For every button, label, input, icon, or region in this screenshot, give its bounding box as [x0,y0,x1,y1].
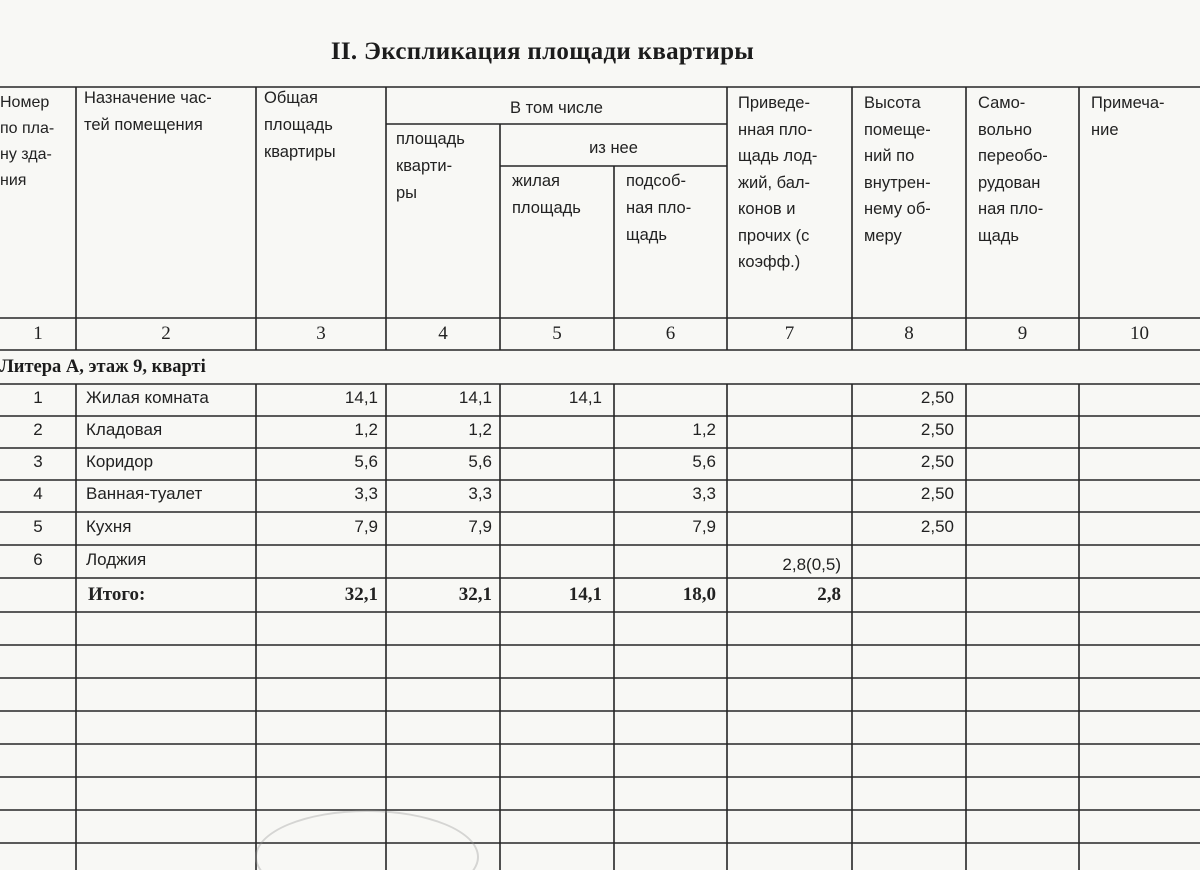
column-number: 10 [1130,323,1149,344]
room-name: Лоджия [86,550,147,569]
column-number: 7 [784,323,795,344]
room-name: Кухня [86,517,132,536]
loggia-area-value [727,513,841,545]
room-name: Жилая комната [86,388,209,407]
auxiliary-area-value: 7,9 [692,517,716,536]
header-plan-number: Номер по пла- ну зда- ния [0,94,55,189]
apartment-area-value [386,546,492,578]
apartment-area-value: 7,9 [468,517,492,536]
row-number: 6 [33,550,43,569]
loggia-area-value [727,384,841,416]
document-title: II. Экспликация площади квартиры [330,38,755,65]
total-area-value: 7,9 [354,517,378,536]
auxiliary-area-value [614,384,716,416]
auxiliary-area-value: 5,6 [692,452,716,471]
apartment-area-value: 1,2 [468,420,492,439]
column-number: 8 [904,323,914,344]
column-number: 1 [33,323,43,344]
living-area-value [500,480,602,512]
room-name: Коридор [86,452,154,471]
living-area-value [500,513,602,545]
column-number: 5 [552,323,562,344]
living-area-value [500,416,602,448]
header-auxiliary-area: подсоб- ная пло- щадь [626,172,692,244]
header-note: Примеча- ние [1091,94,1165,139]
height-value [852,546,954,578]
height-value: 2,50 [920,517,954,536]
total-area-value [256,546,378,578]
loggia-area-value [727,416,841,448]
room-name: Кладовая [86,420,163,439]
total-area-value: 1,2 [354,420,378,439]
loggia-area-value [727,480,841,512]
row-number: 5 [33,517,43,536]
column-number: 3 [316,323,326,344]
totals-loggia-area: 2,8 [817,584,841,605]
height-value: 2,50 [920,484,954,503]
row-number: 1 [33,388,43,407]
column-number: 9 [1017,323,1028,344]
header-apartment-area: площадь кварти- ры [396,130,465,202]
auxiliary-area-value: 3,3 [692,484,716,503]
total-area-value: 5,6 [354,452,378,471]
totals-total-area: 32,1 [344,584,378,605]
totals-label: Итого: [88,584,146,605]
column-number: 2 [161,323,171,344]
living-area-value [500,448,602,480]
height-value: 2,50 [920,388,954,407]
header-unauthorized-area: Само- вольно переобо- рудован ная пло- щадь [978,94,1048,245]
height-value: 2,50 [920,452,954,471]
apartment-area-value: 5,6 [468,452,492,471]
row-number: 2 [33,420,43,439]
total-area-value: 14,1 [344,388,378,407]
header-including: В том числе [510,99,603,117]
living-area-value: 14,1 [568,388,602,407]
section-label: Литера А, этаж 9, кварті [0,357,206,377]
apartment-area-value: 14,1 [458,388,492,407]
header-total-area: Общая площадь квартиры [264,89,336,161]
auxiliary-area-value: 1,2 [692,420,716,439]
totals-auxiliary-area: 18,0 [682,584,716,605]
row-number: 4 [33,484,43,503]
header-room-height: Высота помеще- ний по внутрен- нему об- меру [864,94,931,245]
living-area-value [500,546,602,578]
row-number: 3 [33,452,43,471]
total-area-value: 3,3 [354,484,378,503]
loggia-area-value [727,448,841,480]
header-room-purpose: Назначение час- тей помещения [84,89,212,134]
column-number: 6 [665,323,676,344]
loggia-area-value: 2,8(0,5) [782,555,841,574]
height-value: 2,50 [920,420,954,439]
column-number: 4 [438,323,448,344]
room-name: Ванная-туалет [86,484,203,503]
totals-apartment-area: 32,1 [458,584,492,605]
apartment-area-value: 3,3 [468,484,492,503]
header-loggia-area: Приведе- нная пло- щадь лод- жий, бал- конов и прочих (с коэфф.) [738,94,818,271]
header-living-area: жилая площадь [512,172,581,217]
header-of-which: из нее [589,139,638,157]
auxiliary-area-value [614,546,716,578]
totals-living-area: 14,1 [568,584,602,605]
